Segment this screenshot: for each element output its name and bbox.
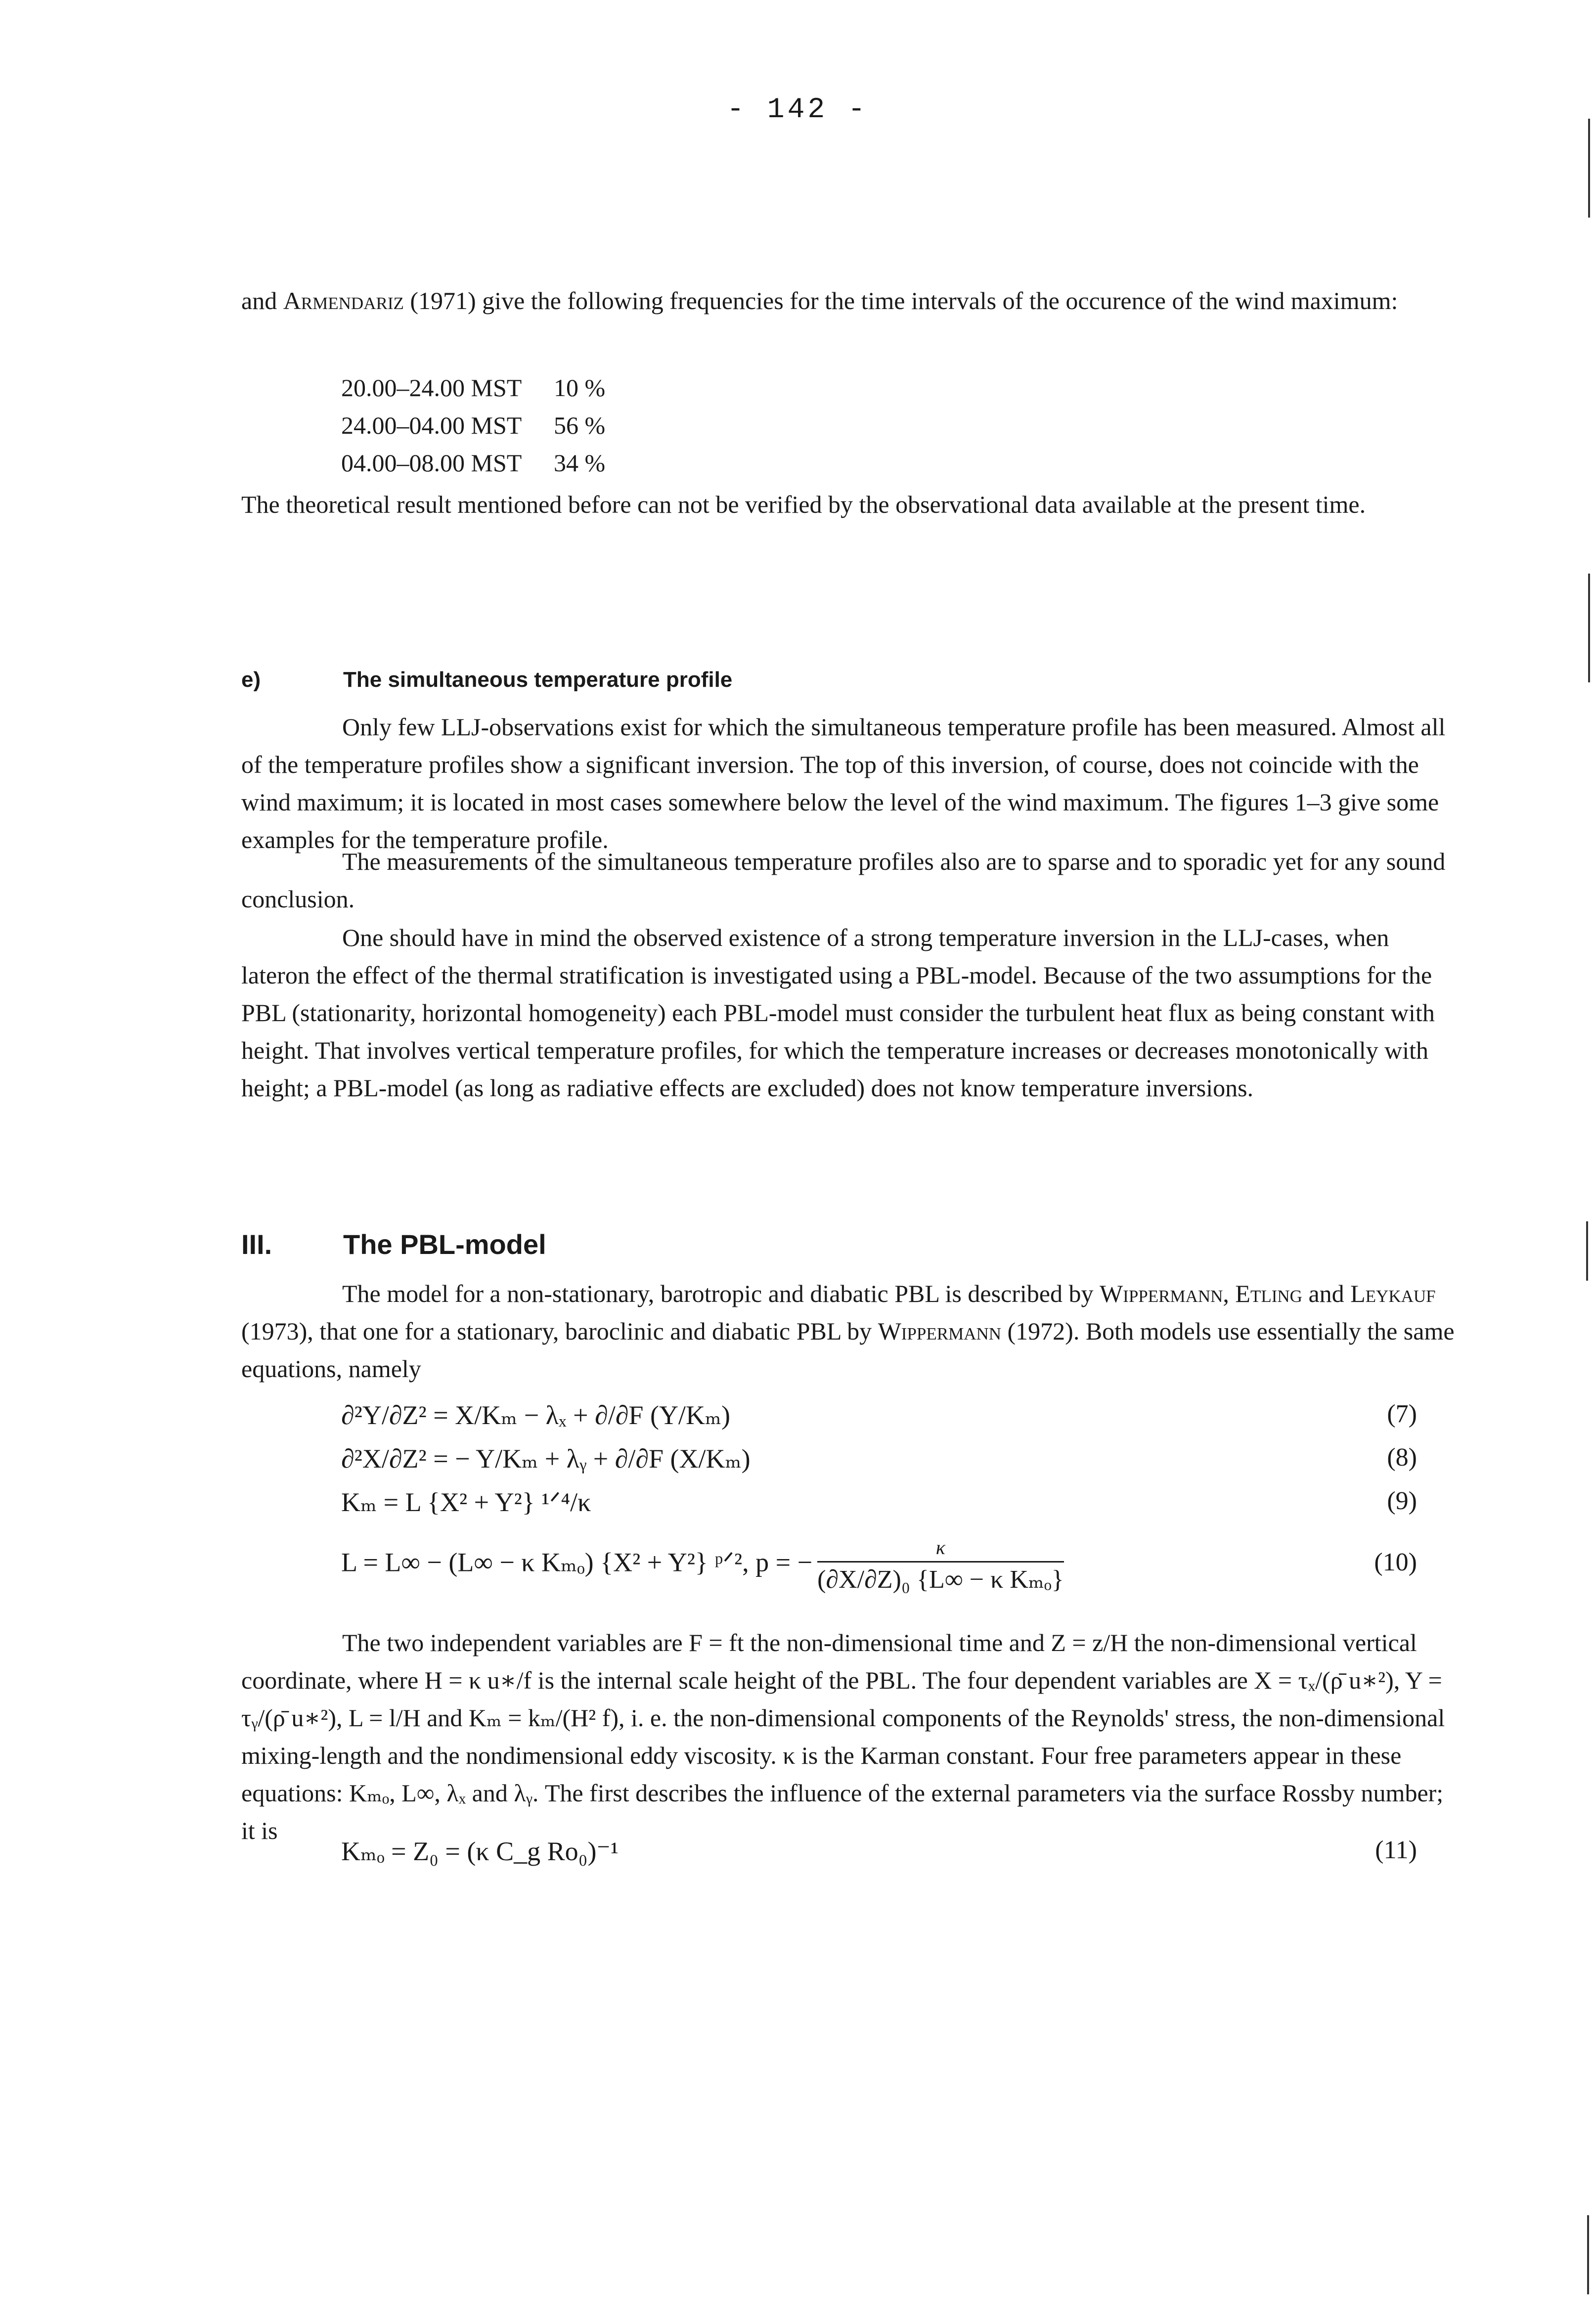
scan-edge-mark [1588,574,1590,682]
frequency-interval: 24.00–04.00 MST [341,411,522,439]
theory-note: The theoretical result mentioned before can not be verified by the observational data available at the present time. [241,491,1366,518]
author-wippermann: Wippermann, [1099,1280,1229,1307]
scan-edge-mark [1586,1221,1588,1281]
equation-8-number: (8) [1387,1443,1417,1472]
section-e-paragraph-1: Only few LLJ-observations exist for which the simultaneous temperature profile has been measured. Almost all of the temperature profiles show a significant inversion. The top of this inversion, of course, does not coincide with the wind maximum; it is located in most cases somewhere below the level of the wind maximum. The figures 1–3 give some examples for the temperature profile. [241,713,1446,853]
section-iii-title: The PBL-model [343,1229,546,1260]
fraction-denominator: (∂X/∂Z)₀ {L∞ − κ Kₘₒ} [817,1565,1064,1594]
section-iii-paragraph-1 [241,1275,1462,1387]
equation-11: Kₘₒ = Z₀ = (κ C_g Ro₀)⁻¹ [341,1836,619,1866]
equation-10-lhs: L = L∞ − (L∞ − κ Kₘₒ) {X² + Y²} ᵖᐟ², p = − [341,1547,813,1577]
equation-7-number: (7) [1387,1400,1417,1428]
frequency-interval: 04.00–08.00 MST [341,449,522,477]
frequency-row [341,369,605,406]
equation-10-number: (10) [1374,1548,1417,1576]
frequency-value: 56 % [554,411,606,439]
scan-edge-mark [1587,2215,1589,2294]
section-e-title: The simultaneous temperature profile [343,668,733,692]
author-wippermann-2: Wippermann [878,1317,1002,1345]
frequency-value: 34 % [554,449,606,477]
text-span: (1972). Both models use essentially the same equations, namely [241,1317,1455,1383]
equation-11-number: (11) [1375,1836,1417,1864]
equation-10 [341,1536,1064,1594]
equation-10-fraction [817,1536,1064,1594]
equation-9: Kₘ = L {X² + Y²} ¹ᐟ⁴/κ [341,1487,591,1517]
author-armendariz: Armendariz [283,287,404,314]
fraction-numerator: κ [817,1536,1064,1563]
equation-7: ∂²Y/∂Z² = X/Kₘ − λₓ + ∂/∂F (Y/Kₘ) [341,1400,731,1430]
section-e-paragraph-2: The measurements of the simultaneous temperature profiles also are to sparse and to sporadic yet for any sound conclusion. [241,848,1446,913]
section-e-letter: e) [241,668,261,692]
text-span: (1973), that one for a stationary, baroclinic and diabatic PBL by [241,1317,872,1345]
text-span: The model for a non-stationary, barotropic and diabatic PBL is described by [342,1280,1094,1307]
section-iii-paragraph-2: The two independent variables are F = ft the non-dimensional time and Z = z/H the non-dimensional vertical coordinate, where H = κ u∗/f is the internal scale height of the PBL. The four dependent variables are X = τₓ/(ρ̄ u∗²), Y = τᵧ/(ρ̄ u∗²), L = l/H and Kₘ = kₘ/(H² f), i. e. the non-dimensional components of the Reynolds' stress, the non-dimensional mixing-length and the nondimensional eddy viscosity. κ is the Karman constant. Four free parameters appear in these equations: Kₘₒ, L∞, λₓ and λᵧ. The first describes the influence of the external parameters via the surface Rossby number; it is [241,1629,1445,1844]
frequency-row [341,406,605,444]
frequency-row [341,444,605,482]
equation-8: ∂²X/∂Z² = − Y/Kₘ + λᵧ + ∂/∂F (X/Kₘ) [341,1444,751,1474]
author-leykauf: Leykauf [1350,1280,1436,1307]
page-number: - 142 - [727,94,868,126]
intro-text-2: (1971) give the following frequencies for the time intervals of the occurence of the wind maximum: [410,287,1398,314]
intro-paragraph [241,282,1462,319]
equation-9-number: (9) [1387,1487,1417,1515]
scan-edge-mark [1588,119,1590,218]
frequency-list [341,369,605,482]
author-etling: Etling [1235,1280,1302,1307]
frequency-interval: 20.00–24.00 MST [341,374,522,402]
section-e-paragraph-3: One should have in mind the observed existence of a strong temperature inversion in the LLJ-cases, when lateron the effect of the thermal stratification is investigated using a PBL-model. Because of the two assumptions for the PBL (stationarity, horizontal homogeneity) each PBL-model must consider the turbulent heat flux as being constant with height. That involves vertical temperature profiles, for which the temperature increases or decreases monotonically with height; a PBL-model (as long as radiative effects are excluded) does not know temperature inversions. [241,924,1435,1102]
frequency-value: 10 % [554,374,606,402]
intro-text-1: and [241,287,277,314]
section-iii-number: III. [241,1229,272,1260]
text-span: and [1308,1280,1344,1307]
